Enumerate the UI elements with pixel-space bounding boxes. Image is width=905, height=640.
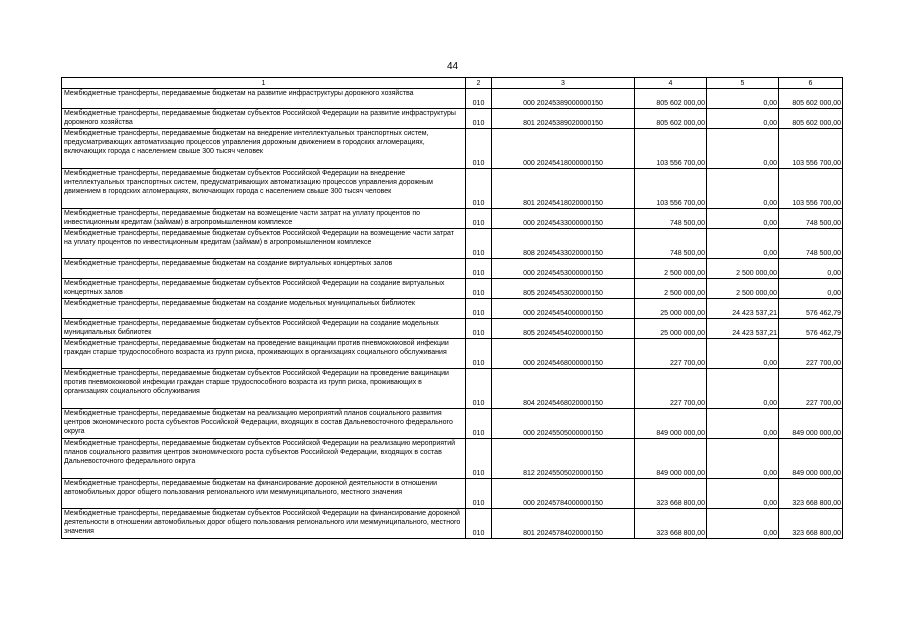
row-col4-cell: 25 000 000,00 xyxy=(635,319,707,339)
row-col4-cell: 323 668 800,00 xyxy=(635,509,707,539)
row-col5-cell: 0,00 xyxy=(707,479,779,509)
row-col5-cell: 0,00 xyxy=(707,339,779,369)
row-code-cell: 010 xyxy=(466,209,492,229)
row-col6-cell: 748 500,00 xyxy=(779,229,843,259)
row-col6-cell: 103 556 700,00 xyxy=(779,129,843,169)
row-col4-cell: 748 500,00 xyxy=(635,229,707,259)
row-kbk-cell: 000 20245468000000150 xyxy=(492,339,635,369)
table-row xyxy=(62,279,843,299)
row-col6-cell: 576 462,79 xyxy=(779,299,843,319)
row-col6-cell: 748 500,00 xyxy=(779,209,843,229)
row-col4-cell: 849 000 000,00 xyxy=(635,409,707,439)
row-name-cell: Межбюджетные трансферты, передаваемые бюджетам субъектов Российской Федерации на создание виртуальных концертных залов xyxy=(62,279,466,299)
row-col5-cell: 2 500 000,00 xyxy=(707,279,779,299)
table-row xyxy=(62,299,843,319)
table-row xyxy=(62,259,843,279)
row-col4-cell: 103 556 700,00 xyxy=(635,129,707,169)
row-col4-cell: 2 500 000,00 xyxy=(635,259,707,279)
row-col6-cell: 227 700,00 xyxy=(779,369,843,409)
row-col5-cell: 0,00 xyxy=(707,409,779,439)
row-code-cell: 010 xyxy=(466,319,492,339)
table-row xyxy=(62,109,843,129)
row-name-cell: Межбюджетные трансферты, передаваемые бюджетам субъектов Российской Федерации на создание модельных муниципальных библиотек xyxy=(62,319,466,339)
row-name-cell: Межбюджетные трансферты, передаваемые бюджетам на создание виртуальных концертных залов xyxy=(62,259,466,279)
row-col6-cell: 805 602 000,00 xyxy=(779,109,843,129)
row-name-cell: Межбюджетные трансферты, передаваемые бюджетам на реализацию мероприятий планов социального развития центров экономического роста субъектов Российской Федерации, входящих в состав Дальневосточного федерального округа xyxy=(62,409,466,439)
row-name-cell: Межбюджетные трансферты, передаваемые бюджетам субъектов Российской Федерации на проведение вакцинации против пневмококковой инфекции граждан старше трудоспособного возраста из групп риска, проживающих в организациях социального обслуживания xyxy=(62,369,466,409)
header-cell: 4 xyxy=(635,78,707,89)
row-kbk-cell: 801 20245418020000150 xyxy=(492,169,635,209)
row-col6-cell: 227 700,00 xyxy=(779,339,843,369)
row-code-cell: 010 xyxy=(466,229,492,259)
row-kbk-cell: 804 20245468020000150 xyxy=(492,369,635,409)
row-code-cell: 010 xyxy=(466,89,492,109)
row-kbk-cell: 812 20245505020000150 xyxy=(492,439,635,479)
row-code-cell: 010 xyxy=(466,339,492,369)
table-header-row xyxy=(62,78,843,89)
table-row xyxy=(62,479,843,509)
row-col5-cell: 0,00 xyxy=(707,369,779,409)
row-col5-cell: 0,00 xyxy=(707,129,779,169)
row-col6-cell: 805 602 000,00 xyxy=(779,89,843,109)
row-name-cell: Межбюджетные трансферты, передаваемые бюджетам на возмещение части затрат на уплату процентов по инвестиционным кредитам (займам) в агропромышленном комплексе xyxy=(62,209,466,229)
row-name-cell: Межбюджетные трансферты, передаваемые бюджетам на финансирование дорожной деятельности в отношении автомобильных дорог общего пользования регионального или межмуниципального, местного значения xyxy=(62,479,466,509)
row-code-cell: 010 xyxy=(466,479,492,509)
row-kbk-cell: 000 20245418000000150 xyxy=(492,129,635,169)
row-name-cell: Межбюджетные трансферты, передаваемые бюджетам на развитие инфраструктуры дорожного хозяйства xyxy=(62,89,466,109)
row-col6-cell: 323 668 800,00 xyxy=(779,479,843,509)
row-col4-cell: 2 500 000,00 xyxy=(635,279,707,299)
row-code-cell: 010 xyxy=(466,279,492,299)
table-row xyxy=(62,319,843,339)
row-name-cell: Межбюджетные трансферты, передаваемые бюджетам субъектов Российской Федерации на возмещение части затрат на уплату процентов по инвестиционным кредитам (займам) в агропромышленном комплексе xyxy=(62,229,466,259)
row-code-cell: 010 xyxy=(466,109,492,129)
row-code-cell: 010 xyxy=(466,369,492,409)
table-row xyxy=(62,409,843,439)
row-col6-cell: 0,00 xyxy=(779,259,843,279)
row-col4-cell: 25 000 000,00 xyxy=(635,299,707,319)
row-col5-cell: 0,00 xyxy=(707,439,779,479)
row-col4-cell: 805 602 000,00 xyxy=(635,89,707,109)
row-kbk-cell: 805 20245454020000150 xyxy=(492,319,635,339)
row-kbk-cell: 805 20245453020000150 xyxy=(492,279,635,299)
row-name-cell: Межбюджетные трансферты, передаваемые бюджетам субъектов Российской Федерации на внедрение интеллектуальных транспортных систем, предусматривающих автоматизацию процессов управления дорожным движением в городских агломерациях, включающих города с населением свыше 300 тысяч человек xyxy=(62,169,466,209)
row-kbk-cell: 000 20245453000000150 xyxy=(492,259,635,279)
row-col4-cell: 323 668 800,00 xyxy=(635,479,707,509)
row-col6-cell: 849 000 000,00 xyxy=(779,409,843,439)
row-col5-cell: 2 500 000,00 xyxy=(707,259,779,279)
row-code-cell: 010 xyxy=(466,129,492,169)
table-row xyxy=(62,129,843,169)
page-number: 44 xyxy=(446,61,459,72)
table-row xyxy=(62,439,843,479)
row-col4-cell: 103 556 700,00 xyxy=(635,169,707,209)
table-row xyxy=(62,509,843,539)
row-kbk-cell: 801 20245784020000150 xyxy=(492,509,635,539)
row-col4-cell: 805 602 000,00 xyxy=(635,109,707,129)
row-code-cell: 010 xyxy=(466,439,492,479)
row-name-cell: Межбюджетные трансферты, передаваемые бюджетам на создание модельных муниципальных библиотек xyxy=(62,299,466,319)
header-cell: 5 xyxy=(707,78,779,89)
row-col6-cell: 0,00 xyxy=(779,279,843,299)
row-col4-cell: 849 000 000,00 xyxy=(635,439,707,479)
row-code-cell: 010 xyxy=(466,299,492,319)
row-name-cell: Межбюджетные трансферты, передаваемые бюджетам на внедрение интеллектуальных транспортных систем, предусматривающих автоматизацию процессов управления дорожным движением в городских агломерациях, включающих города с населением свыше 300 тысяч человек xyxy=(62,129,466,169)
table-row xyxy=(62,89,843,109)
row-col6-cell: 576 462,79 xyxy=(779,319,843,339)
budget-table xyxy=(61,77,843,539)
header-cell: 6 xyxy=(779,78,843,89)
row-kbk-cell: 801 20245389020000150 xyxy=(492,109,635,129)
row-col4-cell: 227 700,00 xyxy=(635,369,707,409)
row-kbk-cell: 000 20245784000000150 xyxy=(492,479,635,509)
row-kbk-cell: 000 20245505000000150 xyxy=(492,409,635,439)
table-row xyxy=(62,339,843,369)
row-name-cell: Межбюджетные трансферты, передаваемые бюджетам субъектов Российской Федерации на развитие инфраструктуры дорожного хозяйства xyxy=(62,109,466,129)
row-code-cell: 010 xyxy=(466,509,492,539)
row-col4-cell: 227 700,00 xyxy=(635,339,707,369)
row-name-cell: Межбюджетные трансферты, передаваемые бюджетам субъектов Российской Федерации на реализацию мероприятий планов социального развития центров экономического роста субъектов Российской Федерации, входящих в состав Дальневосточного федерального округа xyxy=(62,439,466,479)
row-col5-cell: 0,00 xyxy=(707,89,779,109)
row-col5-cell: 24 423 537,21 xyxy=(707,299,779,319)
row-kbk-cell: 000 20245389000000150 xyxy=(492,89,635,109)
row-col5-cell: 0,00 xyxy=(707,509,779,539)
row-kbk-cell: 000 20245433000000150 xyxy=(492,209,635,229)
row-col5-cell: 0,00 xyxy=(707,109,779,129)
row-col6-cell: 323 668 800,00 xyxy=(779,509,843,539)
row-kbk-cell: 000 20245454000000150 xyxy=(492,299,635,319)
row-code-cell: 010 xyxy=(466,169,492,209)
row-col5-cell: 0,00 xyxy=(707,229,779,259)
row-col5-cell: 24 423 537,21 xyxy=(707,319,779,339)
header-cell: 3 xyxy=(492,78,635,89)
row-kbk-cell: 808 20245433020000150 xyxy=(492,229,635,259)
row-col6-cell: 103 556 700,00 xyxy=(779,169,843,209)
row-name-cell: Межбюджетные трансферты, передаваемые бюджетам субъектов Российской Федерации на финансирование дорожной деятельности в отношении автомобильных дорог общего пользования регионального или межмуниципального, местного значения xyxy=(62,509,466,539)
header-cell: 1 xyxy=(62,78,466,89)
row-col5-cell: 0,00 xyxy=(707,169,779,209)
row-code-cell: 010 xyxy=(466,409,492,439)
table-row xyxy=(62,229,843,259)
row-col6-cell: 849 000 000,00 xyxy=(779,439,843,479)
row-col4-cell: 748 500,00 xyxy=(635,209,707,229)
row-name-cell: Межбюджетные трансферты, передаваемые бюджетам на проведение вакцинации против пневмококковой инфекции граждан старше трудоспособного возраста из групп риска, проживающих в организациях социального обслуживания xyxy=(62,339,466,369)
row-code-cell: 010 xyxy=(466,259,492,279)
table-row xyxy=(62,209,843,229)
table-row xyxy=(62,369,843,409)
header-cell: 2 xyxy=(466,78,492,89)
table-row xyxy=(62,169,843,209)
row-col5-cell: 0,00 xyxy=(707,209,779,229)
